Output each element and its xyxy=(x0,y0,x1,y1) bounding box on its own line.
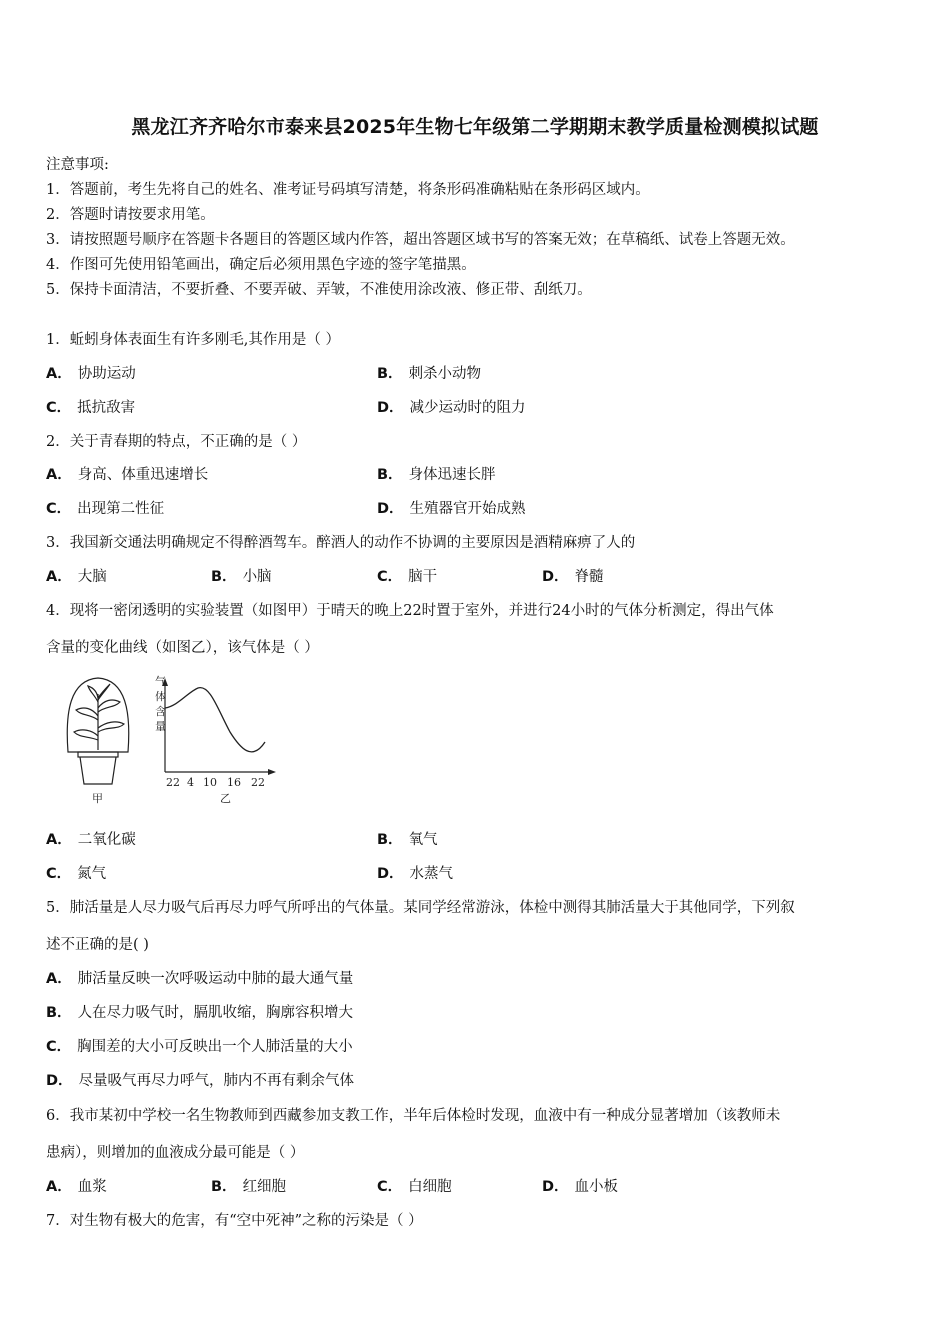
q4-option-b[interactable] xyxy=(377,828,438,849)
option-text: 大脑 xyxy=(77,569,107,585)
q2-option-c[interactable] xyxy=(46,497,164,518)
x-tick-label: 22 xyxy=(166,776,180,789)
q4-option-c[interactable] xyxy=(46,862,106,883)
option-text: 抵抗敌害 xyxy=(77,400,136,416)
q2-option-b[interactable] xyxy=(377,463,496,484)
option-letter: B． xyxy=(211,1179,237,1195)
q1-option-b[interactable] xyxy=(377,362,481,383)
option-letter: A． xyxy=(46,832,72,848)
notice-heading: 注意事项: xyxy=(46,157,109,173)
question-7-stem: 7．对生物有极大的危害，有“空中死神”之称的污染是（ ） xyxy=(46,1213,423,1229)
option-letter: C． xyxy=(377,1179,403,1195)
x-tick-label: 10 xyxy=(203,776,217,789)
option-text: 氮气 xyxy=(77,866,107,882)
notice-item: 5．保持卡面清洁，不要折叠、不要弄破、弄皱，不准使用涂改液、修正带、刮纸刀。 xyxy=(46,282,592,298)
question-4-stem: 4．现将一密闭透明的实验装置（如图甲）于晴天的晚上22时置于室外，并进行24小时的气体分析测定，得出气体 xyxy=(46,603,774,619)
q4-option-d[interactable] xyxy=(377,862,453,883)
option-letter: C． xyxy=(46,866,72,882)
option-letter: C． xyxy=(46,400,72,416)
option-text: 小脑 xyxy=(242,569,272,585)
option-text: 生殖器官开始成熟 xyxy=(409,501,526,517)
q4-option-a[interactable] xyxy=(46,828,136,849)
option-text: 氧气 xyxy=(408,832,438,848)
q2-option-a[interactable] xyxy=(46,463,208,484)
option-letter: A． xyxy=(46,1179,72,1195)
q3-option-d[interactable] xyxy=(542,565,604,586)
question-2-stem: 2．关于青春期的特点，不正确的是（ ） xyxy=(46,434,307,450)
figure-jia-label: 甲 xyxy=(92,792,103,805)
notice-item: 2．答题时请按要求用笔。 xyxy=(46,207,215,223)
figure-yi-label: 乙 xyxy=(220,792,231,805)
q3-option-a[interactable] xyxy=(46,565,107,586)
option-letter: D． xyxy=(377,866,404,882)
bell-jar-plant-illustration xyxy=(67,678,129,784)
option-text: 血浆 xyxy=(77,1179,107,1195)
notice-item: 3．请按照题号顺序在答题卡各题目的答题区域内作答，超出答题区域书写的答案无效；在草稿纸、试卷上答题无效。 xyxy=(46,232,795,248)
option-text: 刺杀小动物 xyxy=(408,366,482,382)
option-letter: C． xyxy=(377,569,403,585)
option-letter: B． xyxy=(377,832,403,848)
q5-option-c[interactable] xyxy=(46,1035,353,1056)
question-3-stem: 3．我国新交通法明确规定不得醉酒驾车。醉酒人的动作不协调的主要原因是酒精麻痹了人的 xyxy=(46,535,636,551)
gas-content-curve xyxy=(165,688,265,752)
option-text: 人在尽力吸气时，膈肌收缩，胸廓容积增大 xyxy=(77,1005,354,1021)
gas-curve-graph xyxy=(162,678,276,775)
q5-option-d[interactable] xyxy=(46,1069,354,1090)
option-letter: B． xyxy=(377,366,403,382)
q6-option-a[interactable] xyxy=(46,1175,107,1196)
q6-option-c[interactable] xyxy=(377,1175,452,1196)
q2-option-d[interactable] xyxy=(377,497,526,518)
x-tick-label: 4 xyxy=(187,776,194,789)
option-letter: A． xyxy=(46,366,72,382)
option-text: 身体迅速长胖 xyxy=(408,467,496,483)
x-tick-label: 16 xyxy=(227,776,241,789)
option-text: 脊髓 xyxy=(574,569,604,585)
option-text: 血小板 xyxy=(574,1179,619,1195)
option-letter: C． xyxy=(46,501,72,517)
y-axis-label-char: 量 xyxy=(155,720,166,733)
option-letter: D． xyxy=(377,501,404,517)
q3-option-b[interactable] xyxy=(211,565,272,586)
option-text: 胸围差的大小可反映出一个人肺活量的大小 xyxy=(77,1039,353,1055)
x-tick-label: 22 xyxy=(251,776,265,789)
option-text: 脑干 xyxy=(408,569,438,585)
q5-option-a[interactable] xyxy=(46,967,353,988)
q4-figure xyxy=(60,672,280,812)
q3-option-c[interactable] xyxy=(377,565,437,586)
option-letter: D． xyxy=(542,1179,569,1195)
option-letter: A． xyxy=(46,467,72,483)
q1-option-d[interactable] xyxy=(377,396,526,417)
option-text: 二氧化碳 xyxy=(77,832,136,848)
option-text: 协助运动 xyxy=(77,366,136,382)
option-letter: B． xyxy=(211,569,237,585)
question-4-stem-continued: 含量的变化曲线（如图乙），该气体是（ ） xyxy=(46,640,319,656)
question-5-stem: 5．肺活量是人尽力吸气后再尽力呼气所呼出的气体量。某同学经常游泳，体检中测得其肺活量大于其他同学，下列叙 xyxy=(46,900,795,916)
y-axis-label-char: 含 xyxy=(155,705,166,718)
q1-option-c[interactable] xyxy=(46,396,135,417)
option-text: 肺活量反映一次呼吸运动中肺的最大通气量 xyxy=(77,971,354,987)
option-letter: A． xyxy=(46,971,72,987)
q5-option-b[interactable] xyxy=(46,1001,353,1022)
option-letter: C． xyxy=(46,1039,72,1055)
option-letter: D． xyxy=(46,1073,73,1089)
option-letter: A． xyxy=(46,569,72,585)
option-text: 红细胞 xyxy=(242,1179,287,1195)
notice-item: 1．答题前，考生先将自己的姓名、准考证号码填写清楚，将条形码准确粘贴在条形码区域内。 xyxy=(46,182,650,198)
option-text: 出现第二性征 xyxy=(77,501,165,517)
notice-item: 4．作图可先使用铅笔画出，确定后必须用黑色字迹的签字笔描黑。 xyxy=(46,257,476,273)
exam-title: 黑龙江齐齐哈尔市泰来县2025年生物七年级第二学期期末教学质量检测模拟试题 xyxy=(131,116,819,138)
option-letter: B． xyxy=(377,467,403,483)
option-letter: B． xyxy=(46,1005,72,1021)
q6-option-d[interactable] xyxy=(542,1175,618,1196)
question-6-stem-continued: 患病），则增加的血液成分最可能是（ ） xyxy=(46,1145,305,1161)
question-5-stem-continued: 述不正确的是( ) xyxy=(46,937,149,953)
option-letter: D． xyxy=(377,400,404,416)
y-axis-label-char: 气 xyxy=(155,675,166,688)
option-text: 白细胞 xyxy=(408,1179,452,1195)
option-text: 身高、体重迅速增长 xyxy=(77,467,209,483)
option-letter: D． xyxy=(542,569,569,585)
y-axis-label-char: 体 xyxy=(155,690,166,703)
q1-option-a[interactable] xyxy=(46,362,136,383)
option-text: 减少运动时的阻力 xyxy=(409,400,526,416)
option-text: 水蒸气 xyxy=(409,866,454,882)
question-6-stem: 6．我市某初中学校一名生物教师到西藏参加支教工作，半年后体检时发现，血液中有一种成分显著增加（该教师未 xyxy=(46,1108,781,1124)
option-text: 尽量吸气再尽力呼气，肺内不再有剩余气体 xyxy=(78,1073,355,1089)
q6-option-b[interactable] xyxy=(211,1175,286,1196)
question-1-stem: 1．蚯蚓身体表面生有许多刚毛,其作用是（ ） xyxy=(46,332,340,348)
